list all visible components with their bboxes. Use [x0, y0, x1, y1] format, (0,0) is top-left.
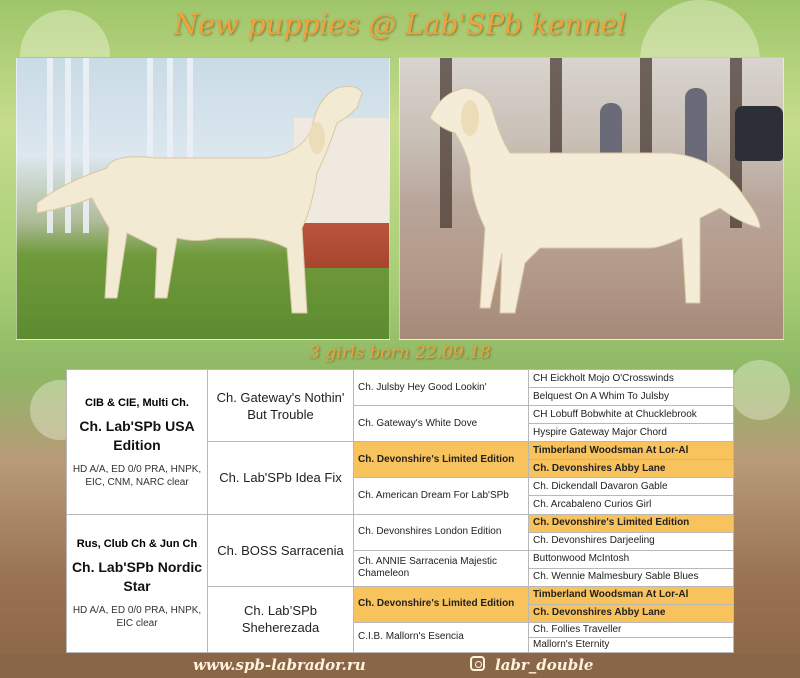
grandparent-cell: Ch. American Dream For Lab'SPb	[354, 478, 529, 514]
dam-titles: Rus, Club Ch & Jun Ch	[76, 538, 198, 551]
page-title: New puppies @ Lab'SPb kennel	[173, 8, 627, 41]
grandparent-cell: Ch. Gateway's White Dove	[354, 406, 529, 442]
labrador-dog-illustration	[400, 58, 783, 339]
great-grandparent-cell: Ch. Arcabaleno Curios Girl	[529, 496, 734, 514]
great-grandparent-cell-highlighted: Ch. Devonshires Abby Lane	[529, 460, 734, 478]
grandparent-cell: Ch. Julsby Hey Good Lookin'	[354, 370, 529, 406]
parent-cell: Ch. BOSS Sarracenia	[208, 514, 354, 586]
dam-cell	[67, 514, 208, 653]
litter-subtitle: 3 girls born 22.09.18	[309, 343, 491, 363]
dam-name: Ch. Lab'SPb Nordic Star	[71, 559, 203, 595]
parent-cell: Ch. Lab'SPb Idea Fix	[208, 442, 354, 514]
instagram-icon	[470, 656, 485, 671]
great-grandparent-cell: Belquest On A Whim To Julsby	[529, 388, 734, 406]
grandparent-cell: Ch. ANNIE Sarracenia Majestic Chameleon	[354, 550, 529, 586]
bokeh-light	[730, 360, 790, 420]
photo-dog-right	[399, 57, 784, 340]
grandparent-cell: C.I.B. Mallorn's Esencia	[354, 622, 529, 652]
great-grandparent-cell: Hyspire Gateway Major Chord	[529, 424, 734, 442]
great-grandparent-cell: Buttonwood McIntosh	[529, 550, 734, 568]
website-link[interactable]: www.spb-labrador.ru	[193, 656, 366, 674]
great-grandparent-cell: Ch. Dickendall Davaron Gable	[529, 478, 734, 496]
great-grandparent-cell: Ch. Follies Traveller	[529, 622, 734, 637]
dam-health: HD A/A, ED 0/0 PRA, HNPK, EIC clear	[72, 605, 202, 630]
labrador-dog-illustration	[17, 58, 389, 339]
pedigree-table	[66, 369, 734, 653]
grandparent-cell: Ch. Devonshires London Edition	[354, 514, 529, 550]
great-grandparent-cell: CH Lobuff Bobwhite at Chucklebrook	[529, 406, 734, 424]
sire-cell	[67, 370, 208, 515]
great-grandparent-cell: CH Eickholt Mojo O'Crosswinds	[529, 370, 734, 388]
parent-cell: Ch. Lab’SPb Sheherezada	[208, 586, 354, 652]
footer-bar	[0, 654, 800, 678]
great-grandparent-cell-highlighted: Timberland Woodsman At Lor-Al	[529, 586, 734, 604]
grandparent-cell-highlighted: Ch. Devonshire's Limited Edition	[354, 586, 529, 622]
great-grandparent-cell: Mallorn's Eternity	[529, 637, 734, 652]
sire-health: HD A/A, ED 0/0 PRA, HNPK, EIC, CNM, NARC clear	[72, 463, 202, 488]
great-grandparent-cell-highlighted: Ch. Devonshires Abby Lane	[529, 604, 734, 622]
great-grandparent-cell-highlighted: Timberland Woodsman At Lor-Al	[529, 442, 734, 460]
photo-dog-left	[16, 57, 390, 340]
great-grandparent-cell: Ch. Devonshires Darjeeling	[529, 532, 734, 550]
grandparent-cell-highlighted: Ch. Devonshire's Limited Edition	[354, 442, 529, 478]
parent-cell: Ch. Gateway's Nothin' But Trouble	[208, 370, 354, 442]
sire-name: Ch. Lab'SPb USA Edition	[79, 417, 195, 453]
sire-titles: CIB & CIE, Multi Ch.	[85, 396, 189, 409]
instagram-handle[interactable]: labr_double	[495, 656, 594, 674]
great-grandparent-cell: Ch. Wennie Malmesbury Sable Blues	[529, 568, 734, 586]
great-grandparent-cell-highlighted: Ch. Devonshire's Limited Edition	[529, 514, 734, 532]
